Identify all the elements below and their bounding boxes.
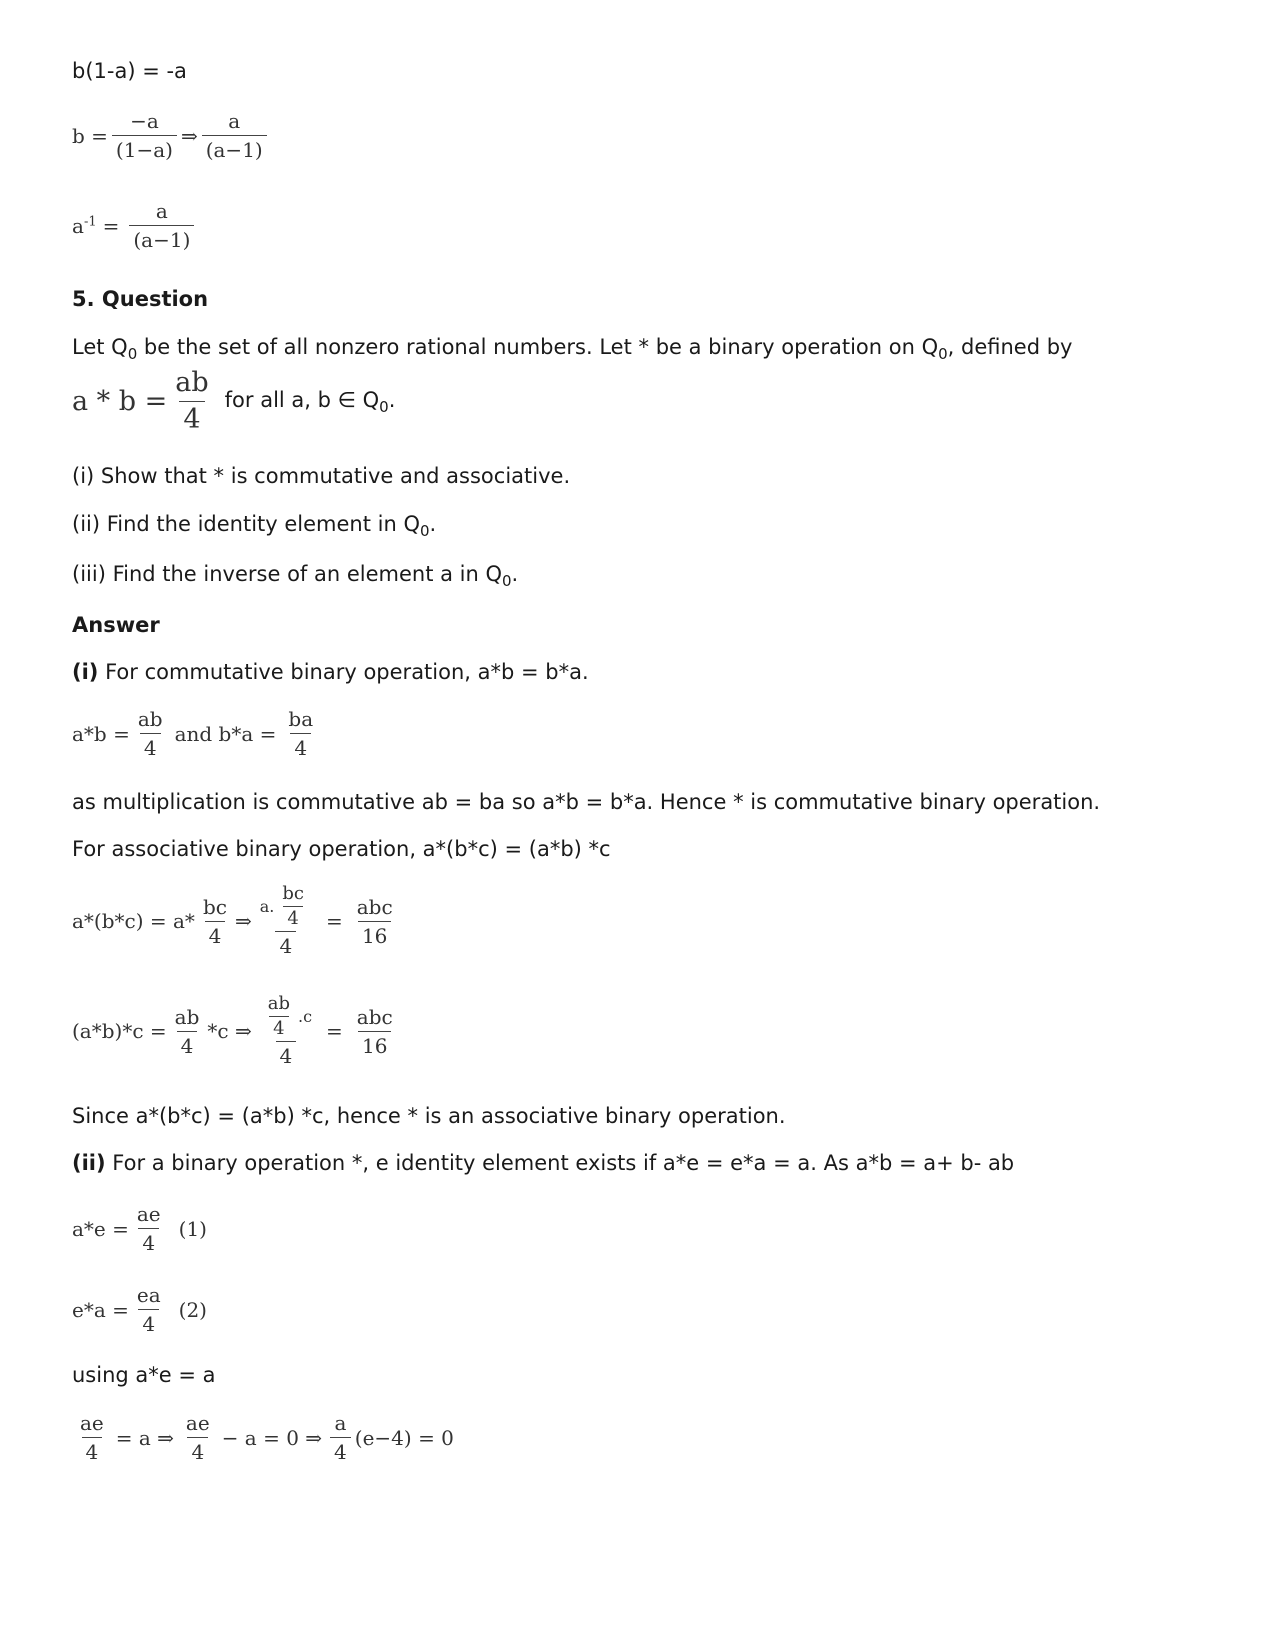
equation-inverse-a: $a^{-1}$ = $\frac{a}{(a-1)}$ — [72, 200, 198, 251]
question-heading: 5. Question — [72, 287, 209, 311]
fraction: $\frac{ab}{4}$ — [137, 707, 163, 760]
answer-i-intro: (i) For commutative binary operation, a*b = b*a. — [72, 660, 589, 684]
line-b-1-minus-a: b(1-a) = -a — [72, 59, 187, 83]
compound-fraction: $\frac{ab}{4}$ .c 4 — [267, 993, 313, 1068]
implies-arrow: ⇒ — [180, 123, 198, 148]
equation-commutative: a*b = $\frac{ab}{4}$ and b*a = $\frac{ba}{4}$ — [72, 708, 321, 759]
associative-conclusion: Since a*(b*c) = (a*b) *c, hence * is an associative binary operation. — [72, 1104, 786, 1128]
question-text: Let $Q_0$ be the set of all nonzero rational numbers. Let * be a binary operation on $Q_0$, defined by — [72, 335, 1073, 363]
part-ii: (ii) Find the identity element in $Q_0$. — [72, 512, 437, 540]
fraction: $\frac{a}{(a-1)}$ — [202, 110, 267, 161]
answer-ii-intro: (ii) For a binary operation *, e identity element exists if a*e = e*a = a. As a*b = a+ b- ab — [72, 1151, 1015, 1175]
compound-fraction: a. $\frac{bc}{4}$ 4 — [259, 883, 304, 958]
equation-associative-left: a*(b*c) = a* $\frac{bc}{4}$ ⇒ a. $\frac{bc}{4}$ 4 = $\frac{\text{abc}}{16}$ — [72, 885, 401, 957]
fraction: $\frac{\text{abc}}{16}$ — [356, 894, 393, 948]
equation-b-solution — [72, 110, 271, 161]
fraction: $\frac{bc}{4}$ — [202, 894, 227, 948]
operation-definition: a * b = $\frac{ab}{4}$ for all a, b ∈ $Q_0$. — [72, 367, 396, 435]
equation-1: a*e = $\frac{ae}{4}$ (1) — [72, 1202, 207, 1255]
fraction: $\frac{ae}{4}$ — [136, 1202, 161, 1255]
fraction: $\frac{ea}{4}$ — [136, 1283, 161, 1336]
fraction: $\frac{a}{4}$ — [330, 1412, 351, 1463]
eq-lhs: b = — [72, 123, 108, 148]
commutative-conclusion: as multiplication is commutative ab = ba so a*b = b*a. Hence * is commutative binary operation. — [72, 790, 1101, 814]
fraction: $\frac{ab}{4}$ — [175, 367, 209, 435]
part-iii: (iii) Find the inverse of an element a in $Q_0$. — [72, 562, 519, 590]
fraction: $\frac{ae}{4}$ — [185, 1411, 210, 1464]
part-i: (i) Show that * is commutative and associative. — [72, 464, 571, 488]
fraction: $\frac{ae}{4}$ — [80, 1411, 104, 1464]
using-line: using a*e = a — [72, 1363, 216, 1387]
fraction: $\frac{a}{(a-1)}$ — [129, 200, 194, 251]
answer-heading: Answer — [72, 613, 160, 637]
eq-lhs: $a^{-1}$ — [72, 213, 97, 238]
fraction: $\frac{ba}{4}$ — [288, 707, 314, 760]
fraction: $\frac{ab}{4}$ — [174, 1004, 200, 1058]
fraction: $\frac{-a}{(1-a)}$ — [112, 110, 177, 161]
equation-associative-right: (a*b)*c = $\frac{ab}{4}$ *c ⇒ $\frac{ab}{4}$ .c 4 = $\frac{\text{abc}}{16}$ — [72, 995, 401, 1067]
equation-2: e*a = $\frac{ea}{4}$ (2) — [72, 1283, 207, 1336]
equation-identity-solve: $\frac{ae}{4}$ = a ⇒ $\frac{ae}{4}$ − a = 0 ⇒ $\frac{a}{4}$ (e−4) = 0 — [72, 1412, 454, 1463]
fraction: $\frac{\text{abc}}{16}$ — [356, 1004, 393, 1058]
associative-intro: For associative binary operation, a*(b*c) = (a*b) *c — [72, 837, 611, 861]
